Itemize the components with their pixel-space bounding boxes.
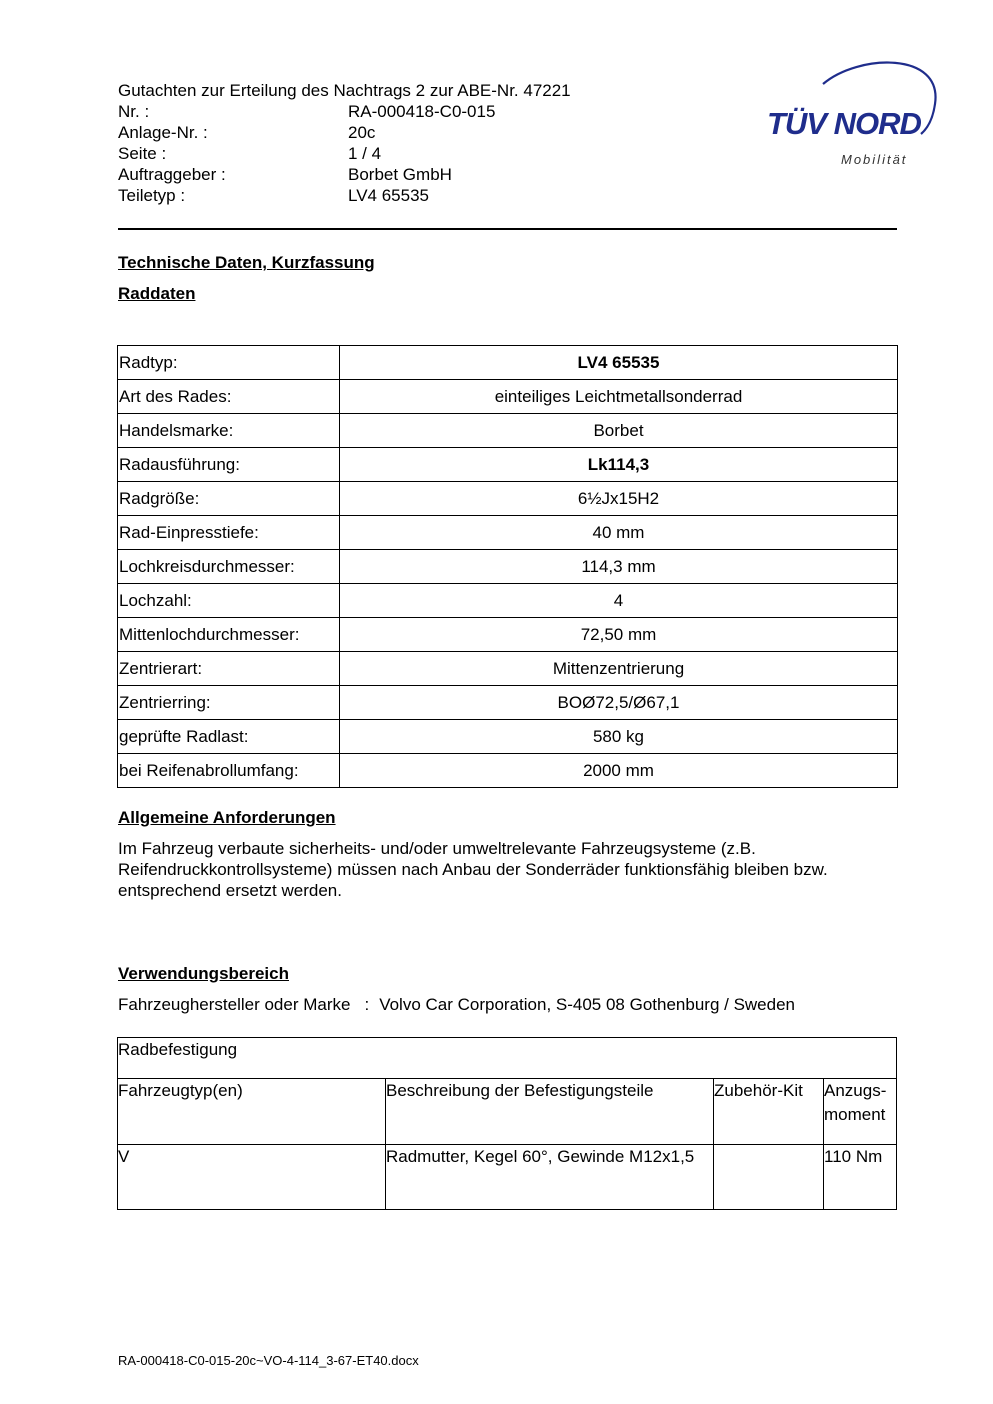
row-label: Mittenlochdurchmesser: (118, 618, 340, 652)
table-row (118, 686, 898, 720)
header-value: LV4 65535 (348, 186, 429, 205)
header-row (118, 101, 571, 122)
section-heading-raddaten: Raddaten (118, 284, 196, 303)
table-cell: 110 Nm (824, 1145, 897, 1210)
table-title: Radbefestigung (118, 1038, 897, 1079)
header-divider (118, 228, 897, 230)
header-label: Anlage-Nr. : (118, 123, 208, 142)
row-label: Radgröße: (118, 482, 340, 516)
table-row (118, 584, 898, 618)
hersteller-value: Volvo Car Corporation, S-405 08 Gothenburg / Sweden (379, 995, 795, 1014)
row-label: Handelsmarke: (118, 414, 340, 448)
row-label: Rad-Einpresstiefe: (118, 516, 340, 550)
tuv-nord-logo (763, 56, 943, 176)
table-row (118, 516, 898, 550)
header-label: Teiletyp : (118, 186, 186, 205)
table-header-row (118, 1079, 897, 1145)
header-title-row (118, 80, 571, 101)
section-heading-allgemein: Allgemeine Anforderungen (118, 808, 336, 827)
header-value: Borbet GmbH (348, 165, 452, 184)
table-row (118, 346, 898, 380)
row-value: 6½Jx15H2 (340, 482, 898, 516)
row-label: bei Reifenabrollumfang: (118, 754, 340, 788)
logo-subtitle: Mobilität (841, 152, 908, 167)
header-value: 20c (348, 123, 376, 142)
table-row (118, 380, 898, 414)
row-label: Radtyp: (118, 346, 340, 380)
header-row (118, 164, 571, 185)
row-value: 72,50 mm (340, 618, 898, 652)
row-value: 40 mm (340, 516, 898, 550)
header-row (118, 185, 571, 206)
table-row (118, 618, 898, 652)
header-label: Nr. : (118, 102, 150, 121)
header-title: Gutachten zur Erteilung des Nachtrags 2 zur ABE-Nr. 47221 (118, 81, 571, 100)
table-row (118, 414, 898, 448)
table-row (118, 652, 898, 686)
raddaten-table (117, 345, 898, 788)
column-header: Anzugs-moment (824, 1079, 897, 1145)
befestigung-table (117, 1037, 897, 1210)
header-row (118, 143, 571, 164)
row-label: Lochzahl: (118, 584, 340, 618)
logo-brand: TÜV NORD (767, 106, 921, 141)
header-label: Seite : (118, 144, 167, 163)
hersteller-line (118, 995, 795, 1015)
header-label: Auftraggeber : (118, 165, 226, 184)
section-heading-tech: Technische Daten, Kurzfassung (118, 253, 375, 272)
footer-filename: RA-000418-C0-015-20c~VO-4-114_3-67-ET40.docx (118, 1353, 419, 1368)
hersteller-label: Fahrzeughersteller oder Marke (118, 995, 351, 1014)
row-value: einteiliges Leichtmetallsonderrad (340, 380, 898, 414)
row-value: 4 (340, 584, 898, 618)
row-value: 580 kg (340, 720, 898, 754)
row-label: geprüfte Radlast: (118, 720, 340, 754)
row-value: 2000 mm (340, 754, 898, 788)
row-value: LV4 65535 (340, 346, 898, 380)
table-cell: V (118, 1145, 386, 1210)
table-row (118, 448, 898, 482)
row-value: Lk114,3 (340, 448, 898, 482)
table-title-row (118, 1038, 897, 1079)
table-row (118, 720, 898, 754)
row-value: BOØ72,5/Ø67,1 (340, 686, 898, 720)
table-row (118, 482, 898, 516)
table-row (118, 754, 898, 788)
document-header (118, 80, 571, 206)
row-label: Art des Rades: (118, 380, 340, 414)
row-label: Radausführung: (118, 448, 340, 482)
row-value: Mittenzentrierung (340, 652, 898, 686)
row-label: Zentrierring: (118, 686, 340, 720)
column-header: Fahrzeugtyp(en) (118, 1079, 386, 1145)
row-value: Borbet (340, 414, 898, 448)
column-header: Zubehör-Kit (714, 1079, 824, 1145)
row-value: 114,3 mm (340, 550, 898, 584)
header-value: 1 / 4 (348, 144, 382, 163)
row-label: Lochkreisdurchmesser: (118, 550, 340, 584)
hersteller-sep: : (364, 995, 370, 1014)
header-row (118, 122, 571, 143)
allgemein-paragraph: Im Fahrzeug verbaute sicherheits- und/oder umweltrelevante Fahrzeugsysteme (z.B. Reifendruckkontrollsysteme) müssen nach Anbau der Sonderräder funktionsfähig bleiben bzw. entsprechend ersetzt werden. (118, 839, 828, 900)
table-cell (714, 1145, 824, 1210)
header-value: RA-000418-C0-015 (348, 102, 496, 121)
table-row (118, 1145, 897, 1210)
table-cell: Radmutter, Kegel 60°, Gewinde M12x1,5 (386, 1145, 714, 1210)
row-label: Zentrierart: (118, 652, 340, 686)
column-header: Beschreibung der Befestigungsteile (386, 1079, 714, 1145)
section-heading-verwendung: Verwendungsbereich (118, 964, 289, 983)
table-row (118, 550, 898, 584)
